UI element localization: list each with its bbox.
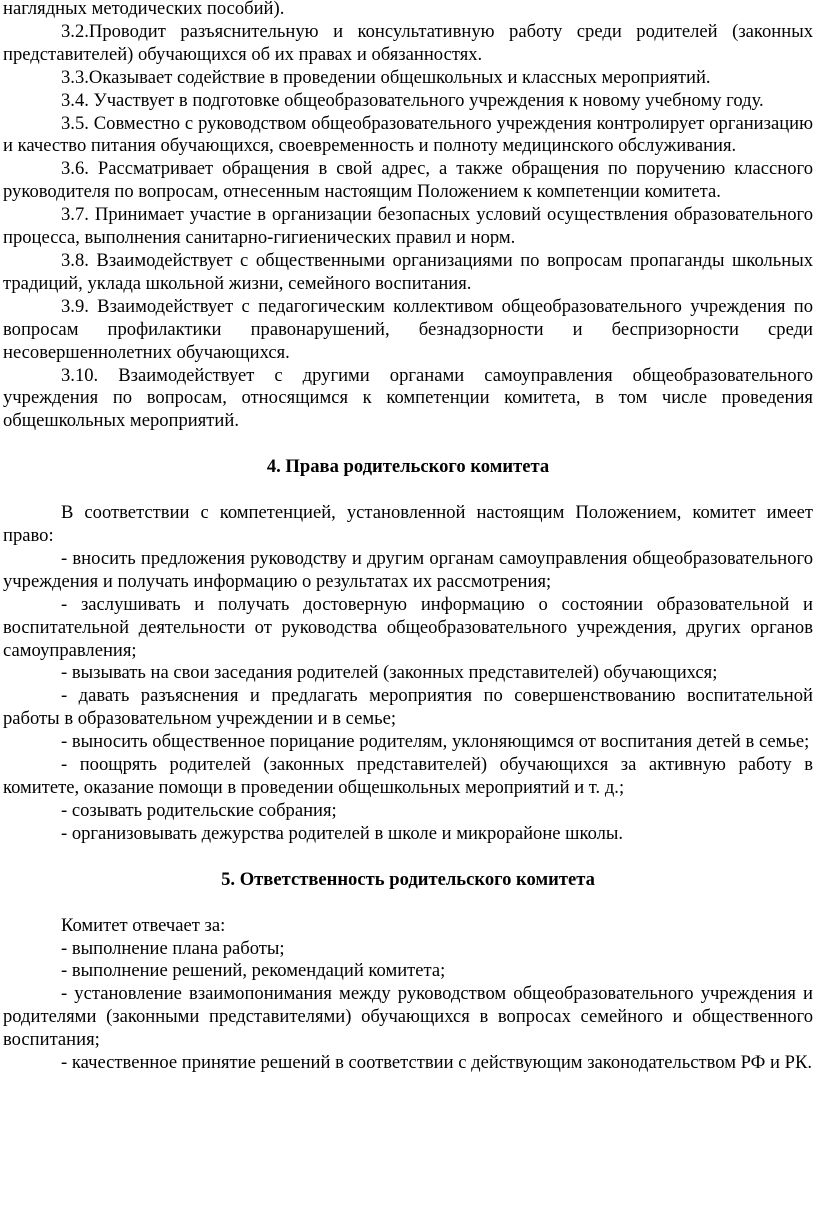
right-item: - выносить общественное порицание родителям, уклоняющимся от воспитания детей в семье; [61, 731, 810, 753]
right-item: - вызывать на свои заседания родителей (законных представителей) обучающихся; [61, 662, 718, 684]
responsibility-item: - выполнение решений, рекомендаций комитета; [61, 960, 446, 982]
section-5-heading: 5. Ответственность родительского комитета [221, 868, 595, 890]
section-5-intro: Комитет отвечает за: [61, 914, 226, 936]
right-item: - заслушивать и получать достоверную информацию о состоянии образовательной и воспитательной деятельности от руководства общеобразовательного учреждения, других органов самоуправления; [3, 593, 813, 661]
responsibility-item: - качественное принятие решений в соответствии с действующим законодательством РФ и РК. [61, 1052, 812, 1074]
clause-3-8: 3.8. Взаимодействует с общественными организациями по вопросам пропаганды школьных традиций, уклада школьной жизни, семейного воспитания. [3, 249, 813, 294]
clause-3-9: 3.9. Взаимодействует с педагогическим коллективом общеобразовательного учреждения по вопросам профилактики правонарушений, безнадзорности и беспризорности среди несовершеннолетних обучающихся. [3, 295, 813, 363]
clause-3-7: 3.7. Принимает участие в организации безопасных условий осуществления образовательного процесса, выполнения санитарно-гигиенических правил и норм. [3, 204, 813, 249]
continued-text: наглядных методических пособий). [3, 0, 285, 19]
section-4-intro: В соответствии с компетенцией, установленной настоящим Положением, комитет имеет право: [3, 502, 813, 547]
responsibility-item: - установление взаимопонимания между руководством общеобразовательного учреждения и родителями (законными представителями) обучающихся в вопросах семейного и общественного воспитания; [3, 983, 813, 1051]
clause-3-6: 3.6. Рассматривает обращения в свой адрес, а также обращения по поручению классного руководителя по вопросам, отнесенным настоящим Положением к компетенции комитета. [3, 158, 813, 203]
clause-3-5: 3.5. Совместно с руководством общеобразовательного учреждения контролирует организацию и качество питания обучающихся, своевременность и полноту медицинского обслуживания. [3, 112, 813, 157]
clause-3-3: 3.3.Оказывает содействие в проведении общешкольных и классных мероприятий. [61, 66, 711, 88]
right-item: - давать разъяснения и предлагать мероприятия по совершенствованию воспитательной работы в образовательном учреждении и в семье; [3, 685, 813, 730]
clause-3-2: 3.2.Проводит разъяснительную и консультативную работу среди родителей (законных представителей) обучающихся об их правах и обязанностях. [3, 20, 813, 65]
clause-3-4: 3.4. Участвует в подготовке общеобразовательного учреждения к новому учебному году. [61, 89, 764, 111]
section-4-body [3, 502, 813, 846]
section-3-list [3, 21, 813, 433]
section-4-heading: 4. Права родительского комитета [266, 456, 550, 478]
right-item: - поощрять родителей (законных представителей) обучающихся за активную работу в комитете, оказание помощи в проведении общешкольных мероприятий и т. д.; [3, 754, 813, 798]
responsibility-item: - выполнение плана работы; [61, 937, 285, 959]
right-item: - организовывать дежурства родителей в школе и микрорайоне школы. [61, 822, 624, 844]
clause-3-10: 3.10. Взаимодействует с другими органами самоуправления общеобразовательного учреждения по вопросам, относящимся к компетенции комитета, в том числе проведения общешкольных мероприятий. [3, 364, 813, 432]
right-item: - вносить предложения руководству и другим органам самоуправления общеобразовательного учреждения и получать информацию о результатах их рассмотрения; [3, 547, 813, 592]
section-5-body [3, 915, 813, 1075]
right-item: - созывать родительские собрания; [61, 799, 337, 821]
